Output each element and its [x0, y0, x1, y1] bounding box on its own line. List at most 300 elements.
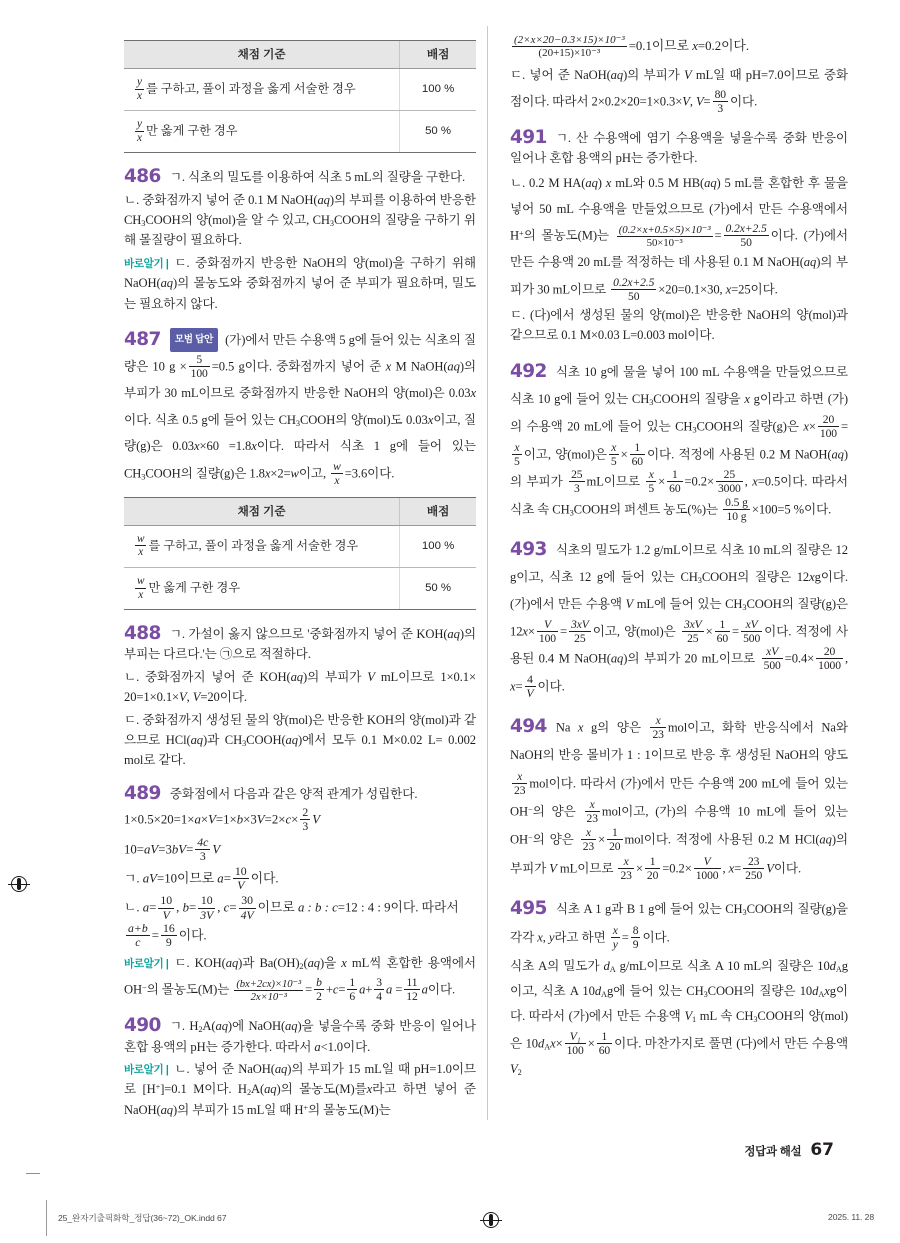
rubric-criteria-text: 만 옳게 구한 경우 [148, 580, 241, 595]
frac-denominator: 1000 [818, 659, 841, 673]
subscript: 2 [198, 1025, 203, 1035]
question-number: 492 [510, 360, 547, 382]
superscript: − [528, 833, 533, 843]
italic-x: x [470, 386, 476, 401]
text: , [542, 930, 546, 945]
text: 이다. [427, 982, 456, 997]
text: =2× [264, 812, 286, 827]
subscript: 3 [295, 418, 300, 428]
text: 이다. (가)에서 만든 수용액 20 mL를 적정하는 데 사용된 0.1 M NaOH( [510, 228, 848, 269]
text: 이고, 양(mol)은 [592, 624, 676, 639]
rubric-table-487 [124, 497, 476, 610]
frac-numerator: 1 [719, 617, 726, 631]
text: = [560, 624, 568, 639]
rubric-points-cell: 50 % [400, 111, 476, 153]
frac-numerator: x [514, 440, 520, 454]
solution-491 [510, 128, 848, 346]
text: COOH의 양(mol)을 알 수 있고, CH [145, 213, 330, 228]
text: × [527, 624, 535, 639]
text: ×60 =1.8 [199, 439, 252, 454]
italic-V: V [367, 669, 375, 684]
text: = [186, 842, 194, 857]
text: , [186, 690, 190, 705]
text: 의 양은 [532, 833, 574, 848]
solution-488 [124, 624, 476, 771]
text: )의 부피가 15 mL일 때 H [172, 1102, 304, 1117]
frac-denominator: V [158, 908, 174, 922]
italic-V: V [510, 1061, 518, 1076]
italic-aq: aq [704, 175, 717, 190]
text: COOH의 질량(g)은 [696, 419, 799, 434]
frac-denominator: 60 [631, 454, 643, 468]
text: = [149, 901, 157, 916]
solution-body [510, 128, 848, 169]
text: )의 부피가 [510, 833, 848, 876]
text: mL일 때 pH=7.0이므로 중화점이다. 따라서 2×0.2×20=1×0.3× [510, 68, 848, 109]
frac-numerator: 1 [349, 976, 356, 990]
subscript: 3 [742, 602, 747, 612]
solution-body [124, 710, 476, 771]
text: ㄷ. (다)에서 생성된 물의 양(mol)은 반응한 NaOH의 양(mol)과 같으므로 0.1 M×0.03 L=0.003 mol이다. [510, 308, 848, 343]
question-number: 494 [510, 716, 547, 738]
text: COOH의 양(mol)도 0.03 [299, 412, 428, 427]
italic-V: V [683, 68, 692, 83]
text: mL 속 CH [699, 1009, 754, 1024]
frac-numerator: 4 [527, 673, 533, 687]
frac-denominator: 9 [161, 935, 177, 949]
rubric-points-header: 배점 [400, 41, 476, 69]
table-row [124, 525, 476, 567]
text: =0.4× [784, 652, 815, 667]
italic-x: x [725, 282, 732, 297]
frac-numerator: 1 [634, 440, 641, 454]
frac-denominator: 2x×10⁻³ [234, 990, 303, 1003]
text: = [714, 228, 722, 243]
italic-x: x [385, 360, 392, 375]
text: = [151, 928, 159, 943]
text: =0.2× [684, 474, 714, 489]
text: ㄱ. [124, 871, 140, 886]
frac-numerator: x [612, 923, 618, 937]
italic-w: w [290, 466, 299, 481]
frac-denominator: 250 [745, 868, 763, 882]
italic-a: a [217, 871, 224, 886]
italic-d: d [537, 1036, 545, 1051]
equation-1 [124, 806, 476, 833]
text: mol이다. 적정에 사용된 0.2 M HCl( [624, 833, 820, 848]
text: g/mL이므로 식초 A 10 mL의 질량은 10 [619, 959, 830, 974]
italic-V: V [192, 690, 201, 705]
frac-numerator: 20 [823, 645, 836, 659]
frac-numerator: 30 [241, 894, 253, 908]
italic-aq: aq [585, 175, 598, 190]
equation-2 [124, 836, 476, 863]
italic-c: c [285, 812, 292, 827]
frac-denominator: 100 [538, 631, 556, 645]
text: COOH의 질량(g)은 1.8 [145, 466, 265, 481]
frac-numerator: 3xV [683, 617, 702, 631]
registration-mark-bottom [483, 1212, 499, 1228]
frac-numerator: w [137, 532, 145, 545]
text: mol이다. 따라서 (가)에서 만든 수용액 200 mL에 들어 있는 OH [510, 776, 848, 819]
frac-denominator: 100 [566, 1043, 584, 1057]
frac-denominator: 100 [819, 426, 837, 440]
frac-numerator: 16 [162, 921, 175, 935]
italic-aq: aq [285, 1019, 298, 1034]
frac-denominator: x [137, 89, 142, 102]
text: ×3 [243, 812, 257, 827]
text: (가)에서 만든 수용액 5 g에 들어 있는 식초의 질량은 10 g × [124, 332, 476, 375]
frac-numerator: x [611, 440, 617, 454]
solution-494 [510, 714, 848, 883]
text: ㄴ. 0.2 M HA( [510, 175, 586, 190]
italic-aq: aq [190, 733, 204, 748]
subscript: A [601, 990, 607, 1000]
solution-487 [124, 327, 476, 610]
text: =0.5 g이다. 중화점까지 넣어 준 [211, 360, 382, 375]
solution-492 [510, 359, 848, 524]
frac-denominator: 23 [586, 812, 598, 826]
italic-d: d [594, 984, 602, 999]
subscript: 2 [517, 1067, 522, 1077]
subscript: 3 [141, 472, 146, 482]
frac-denominator: (20+15)×10⁻³ [512, 46, 627, 59]
text: 의 몰농도(M)는 [308, 1102, 391, 1117]
text: 이고, [298, 466, 327, 481]
frac-denominator: 3 [302, 820, 309, 834]
equation-continued [510, 32, 848, 61]
rubric-points-cell: 100 % [400, 525, 476, 567]
question-number: 488 [124, 623, 161, 645]
print-date: 2025. 11. 28 [828, 1212, 874, 1222]
subscript: A [544, 1042, 551, 1052]
subscript: 3 [703, 990, 708, 1000]
superscript: + [303, 1103, 308, 1113]
italic-aq: aq [317, 192, 330, 207]
text: , [722, 861, 726, 876]
frac-denominator: x [137, 131, 142, 144]
frac-numerator: 23 [747, 854, 760, 868]
rubric-criteria-header: 채점 기준 [124, 497, 400, 525]
frac-numerator: x [623, 854, 629, 868]
text: = [621, 930, 629, 945]
subscript: A [818, 990, 825, 1000]
frac-numerator: x [585, 826, 591, 840]
italic-b: b [182, 901, 189, 916]
frac-denominator: 20 [609, 840, 621, 854]
print-file-name: 25_완자기출픽화학_정답(36~72)_OK.indd 67 [58, 1213, 227, 1223]
text: COOH의 퍼센트 농도(%)는 [573, 502, 719, 517]
question-number: 491 [510, 126, 547, 148]
frac-denominator: y [612, 937, 618, 951]
frac-denominator: 23 [620, 868, 632, 882]
text: )의 부피가 [303, 669, 362, 684]
text: =20이다. [200, 690, 247, 705]
text: g에 들어 있는 CH [606, 984, 704, 999]
italic-V: V [212, 842, 221, 857]
frac-numerator: 0.2x+2.5 [613, 275, 655, 289]
italic-aV: aV [144, 842, 159, 857]
text: , [744, 474, 748, 489]
frac-numerator: 2 [302, 806, 309, 820]
table-row [124, 111, 476, 153]
text: ㄴ. [124, 901, 140, 916]
solution-493 [510, 537, 848, 701]
frac-denominator: 50 [611, 289, 656, 303]
italic-V: V [549, 861, 557, 876]
frac-denominator: 2 [316, 990, 322, 1004]
text: mL에 들어 있는 CH [636, 596, 743, 611]
italic-x: x [194, 439, 200, 454]
frac-numerator: 10 [234, 864, 247, 878]
frac-numerator: x [655, 713, 661, 727]
italic-d: d [829, 959, 836, 974]
text: g이라고 하면 (가)의 수용액 20 mL에 들어 있는 CH [510, 391, 848, 434]
text: 이다. [729, 94, 758, 109]
frac-numerator: (2×x×20−0.3×15)×10⁻³ [514, 33, 625, 46]
italic-V: V [684, 1009, 693, 1024]
frac-numerator: y [137, 76, 142, 88]
italic-a: a [386, 982, 393, 997]
text: = [188, 901, 197, 916]
text: ㄱ. 가설이 옳지 않으므로 '중화점까지 넣어 준 KOH( [169, 627, 448, 642]
italic-V: V [312, 812, 321, 827]
text: , [176, 901, 180, 916]
rubric-table-top [124, 40, 476, 153]
text: 이다. [773, 861, 801, 876]
italic-x: x [366, 1082, 373, 1097]
frac-denominator: 6 [349, 990, 356, 1004]
subscript: 3 [649, 397, 654, 407]
italic-bV: bV [171, 842, 187, 857]
italic-x: x [550, 1036, 556, 1051]
frac-numerator: w [137, 574, 145, 587]
italic-d: d [603, 959, 610, 974]
frac-numerator: y [137, 118, 142, 131]
italic-aq: aq [447, 627, 460, 642]
italic-x: x [803, 419, 809, 434]
superscript: − [528, 805, 533, 815]
text: ㄱ. H [169, 1019, 199, 1034]
question-number: 490 [124, 1015, 161, 1037]
solution-495 [510, 896, 848, 1082]
text: g의 양은 [590, 720, 641, 735]
italic-aq: aq [307, 956, 320, 971]
rubric-criteria-cell [124, 567, 400, 609]
italic-V: V [625, 596, 634, 611]
italic-aq: aq [285, 733, 298, 748]
text: )의 부피를 이용하여 반응한 CH [124, 192, 476, 228]
frac-denominator: 25 [569, 631, 591, 645]
text: × [200, 812, 209, 827]
text: )의 몰농도(M)를 [276, 1082, 367, 1097]
text: 식초의 밀도가 1.2 g/mL이므로 식초 10 mL의 질량은 12 g이고, 식초 12 g에 들어 있는 CH [510, 542, 848, 584]
text: =0.2이다. [697, 39, 750, 53]
frac-numerator: 8 [632, 923, 639, 937]
italic-x: x [809, 569, 815, 584]
frac-denominator: 12 [406, 990, 418, 1004]
text: ㄴ. 중화점까지 넣어 준 KOH( [124, 669, 291, 684]
text: )의 부피가 [623, 68, 680, 83]
wrong-note [124, 1059, 476, 1120]
rubric-criteria-cell [124, 111, 400, 153]
text: 이다. 적정에 사용된 0.4 M NaOH( [510, 624, 848, 667]
rubric-criteria-text: 만 옳게 구한 경우 [145, 123, 238, 138]
text: COOH의 질량은 10 [707, 984, 813, 999]
text: ×20=0.1×30, [658, 282, 723, 297]
line-a: ㄱ. 식초의 밀도를 이용하여 식초 5 mL의 질량을 구한다. [169, 170, 466, 185]
frac-numerator: b [316, 976, 322, 990]
frac-denominator: 25 [682, 631, 704, 645]
italic-aq: aq [831, 447, 844, 462]
subscript: 3 [141, 218, 146, 228]
table-row [124, 69, 476, 111]
italic-x: x [744, 391, 750, 406]
text: )과 CH [203, 733, 243, 748]
text: × [291, 812, 299, 827]
text: ㄱ. 산 수용액에 염기 수용액을 넣을수록 중화 반응이 일어나 혼합 용액의 pH는 증가한다. [510, 130, 848, 166]
rubric-criteria-text: 를 구하고, 풀이 과정을 옳게 서술한 경우 [145, 81, 356, 96]
solution-body [510, 63, 848, 115]
text: =3 [158, 842, 172, 857]
solution-490-continued [510, 32, 848, 115]
frac-numerator: 3xV [571, 617, 589, 631]
frac-numerator: 1 [649, 854, 656, 868]
subscript: 2 [299, 961, 304, 971]
text: = [732, 624, 740, 639]
frac-denominator: 4V [240, 908, 254, 922]
italic-y: y [548, 930, 555, 945]
wrong-note-label: 바로알기 | [124, 954, 168, 975]
solution-body [510, 171, 848, 303]
italic-d: d [812, 984, 819, 999]
text: 식초 A의 밀도가 [510, 959, 600, 974]
frac-denominator: V [526, 687, 534, 701]
text: 이다. [537, 679, 565, 694]
italic-V: V [695, 94, 704, 109]
text: 이다. 식초 0.5 g에 들어 있는 CH [124, 412, 296, 427]
subscript: 3 [753, 1015, 758, 1025]
text: =0.5이다. 따라서 식초 속 CH [510, 474, 848, 517]
frac-numerator: 1 [601, 1029, 608, 1043]
text: )에서 모두 0.1 M×0.02 L= 0.002 mol로 같다. [124, 733, 476, 768]
frac-denominator: 3V [200, 908, 214, 922]
text: ]=0.1 M이다. H [160, 1082, 247, 1097]
text: )에 NaOH( [227, 1019, 286, 1034]
text: mL이므로 [586, 474, 640, 489]
text: = [841, 419, 849, 434]
text: × [635, 861, 643, 876]
table-row [124, 567, 476, 609]
italic-aq: aq [610, 652, 624, 667]
italic-a: a [314, 1039, 321, 1054]
text: =1× [215, 812, 237, 827]
text: COOH의 질량을 [653, 391, 741, 406]
statement-g [124, 865, 476, 892]
statement-n [124, 894, 476, 949]
frac-denominator: x [135, 588, 146, 602]
italic-a: a [359, 982, 366, 997]
text: ) 5 mL를 혼합한 후 물을 넣어 50 mL 수용액을 만들었으므로 (가)에서 만든 수용액에서 H [510, 175, 848, 243]
frac-denominator: 3 [195, 849, 210, 863]
text: )의 몰농도와 중화점까지 넣어 준 부피가 필요하며, 밀도는 필요하지 않다. [124, 276, 476, 311]
frac-denominator: 3 [713, 101, 728, 115]
text: mL이므로 1×0.1× 20=1×0.1× [124, 669, 476, 705]
italic-aq: aq [290, 669, 303, 684]
frac-denominator: 10 g [723, 509, 750, 523]
italic-a: a [421, 982, 428, 997]
frac-numerator: 10 [200, 894, 213, 908]
frac-denominator: 5 [610, 454, 617, 468]
frac-numerator: (0.2×x+0.5×5)×10⁻³ [618, 223, 711, 236]
text: 이다. [642, 930, 670, 945]
italic-x: x [752, 474, 758, 489]
text: A( [202, 1019, 216, 1034]
question-number: 486 [124, 166, 161, 188]
text: mol이고, 화학 반응식에서 Na와 NaOH의 반응 몰비가 1 : 1이므로 반응 후 생성된 NaOH의 양도 [510, 720, 848, 763]
solution-body [124, 1016, 476, 1057]
frac-denominator: 60 [716, 631, 729, 645]
frac-numerator: 25 [723, 468, 736, 482]
subscript: 3 [697, 575, 702, 585]
frac-numerator: a+b [128, 921, 148, 935]
text: × [620, 447, 628, 462]
text: ㄷ. KOH( [174, 956, 226, 971]
text: , [217, 901, 221, 916]
text: )을 넣을수록 중화 반응이 일어나 혼합 용액의 pH는 증가한다. 따라서 [124, 1019, 476, 1054]
frac-numerator: xV [766, 645, 779, 659]
frac-denominator: 4 [376, 990, 382, 1004]
frac-numerator: x [517, 769, 523, 783]
italic-x: x [692, 39, 698, 53]
question-number: 489 [124, 782, 161, 804]
rubric-points-header: 배점 [400, 497, 476, 525]
italic-x: x [264, 466, 271, 481]
frac-denominator: 9 [632, 937, 639, 951]
superscript: + [519, 229, 524, 239]
text: =10이므로 [156, 871, 215, 886]
text: × [658, 474, 666, 489]
frac-numerator: V [543, 617, 551, 631]
text: = [703, 94, 711, 109]
italic-x: x [605, 175, 612, 190]
solution-body [510, 537, 848, 701]
frac-numerator: 0.2x+2.5 [725, 222, 767, 236]
frac-denominator: 23 [582, 840, 595, 854]
subscript: 3 [692, 425, 697, 435]
italic-x: x [427, 412, 434, 427]
text: g이다. (가)에서 만든 수용액 [510, 569, 848, 611]
rubric-points-cell: 100 % [400, 69, 476, 111]
text: A( [251, 1082, 265, 1097]
text: =3.6이다. [344, 466, 395, 481]
frac-denominator: 50×10⁻³ [617, 236, 713, 249]
solution-body [124, 190, 476, 251]
text: ㄴ. 넣어 준 NaOH( [174, 1062, 275, 1077]
text: 의 몰농도(M)는 [146, 982, 230, 997]
italic-V: V [682, 94, 690, 109]
frac-denominator: x [331, 473, 343, 487]
text: COOH의 양(mol)은 10 [510, 1009, 848, 1051]
rubric-criteria-text: 를 구하고, 풀이 과정을 옳게 서술한 경우 [148, 538, 359, 553]
italic-x: x [537, 930, 543, 945]
subscript: 3 [569, 508, 574, 518]
question-number: 493 [510, 538, 547, 560]
subscript: A [609, 964, 616, 974]
wrong-note [124, 951, 476, 1003]
frac-denominator: c [126, 935, 150, 949]
left-column [124, 30, 476, 1133]
